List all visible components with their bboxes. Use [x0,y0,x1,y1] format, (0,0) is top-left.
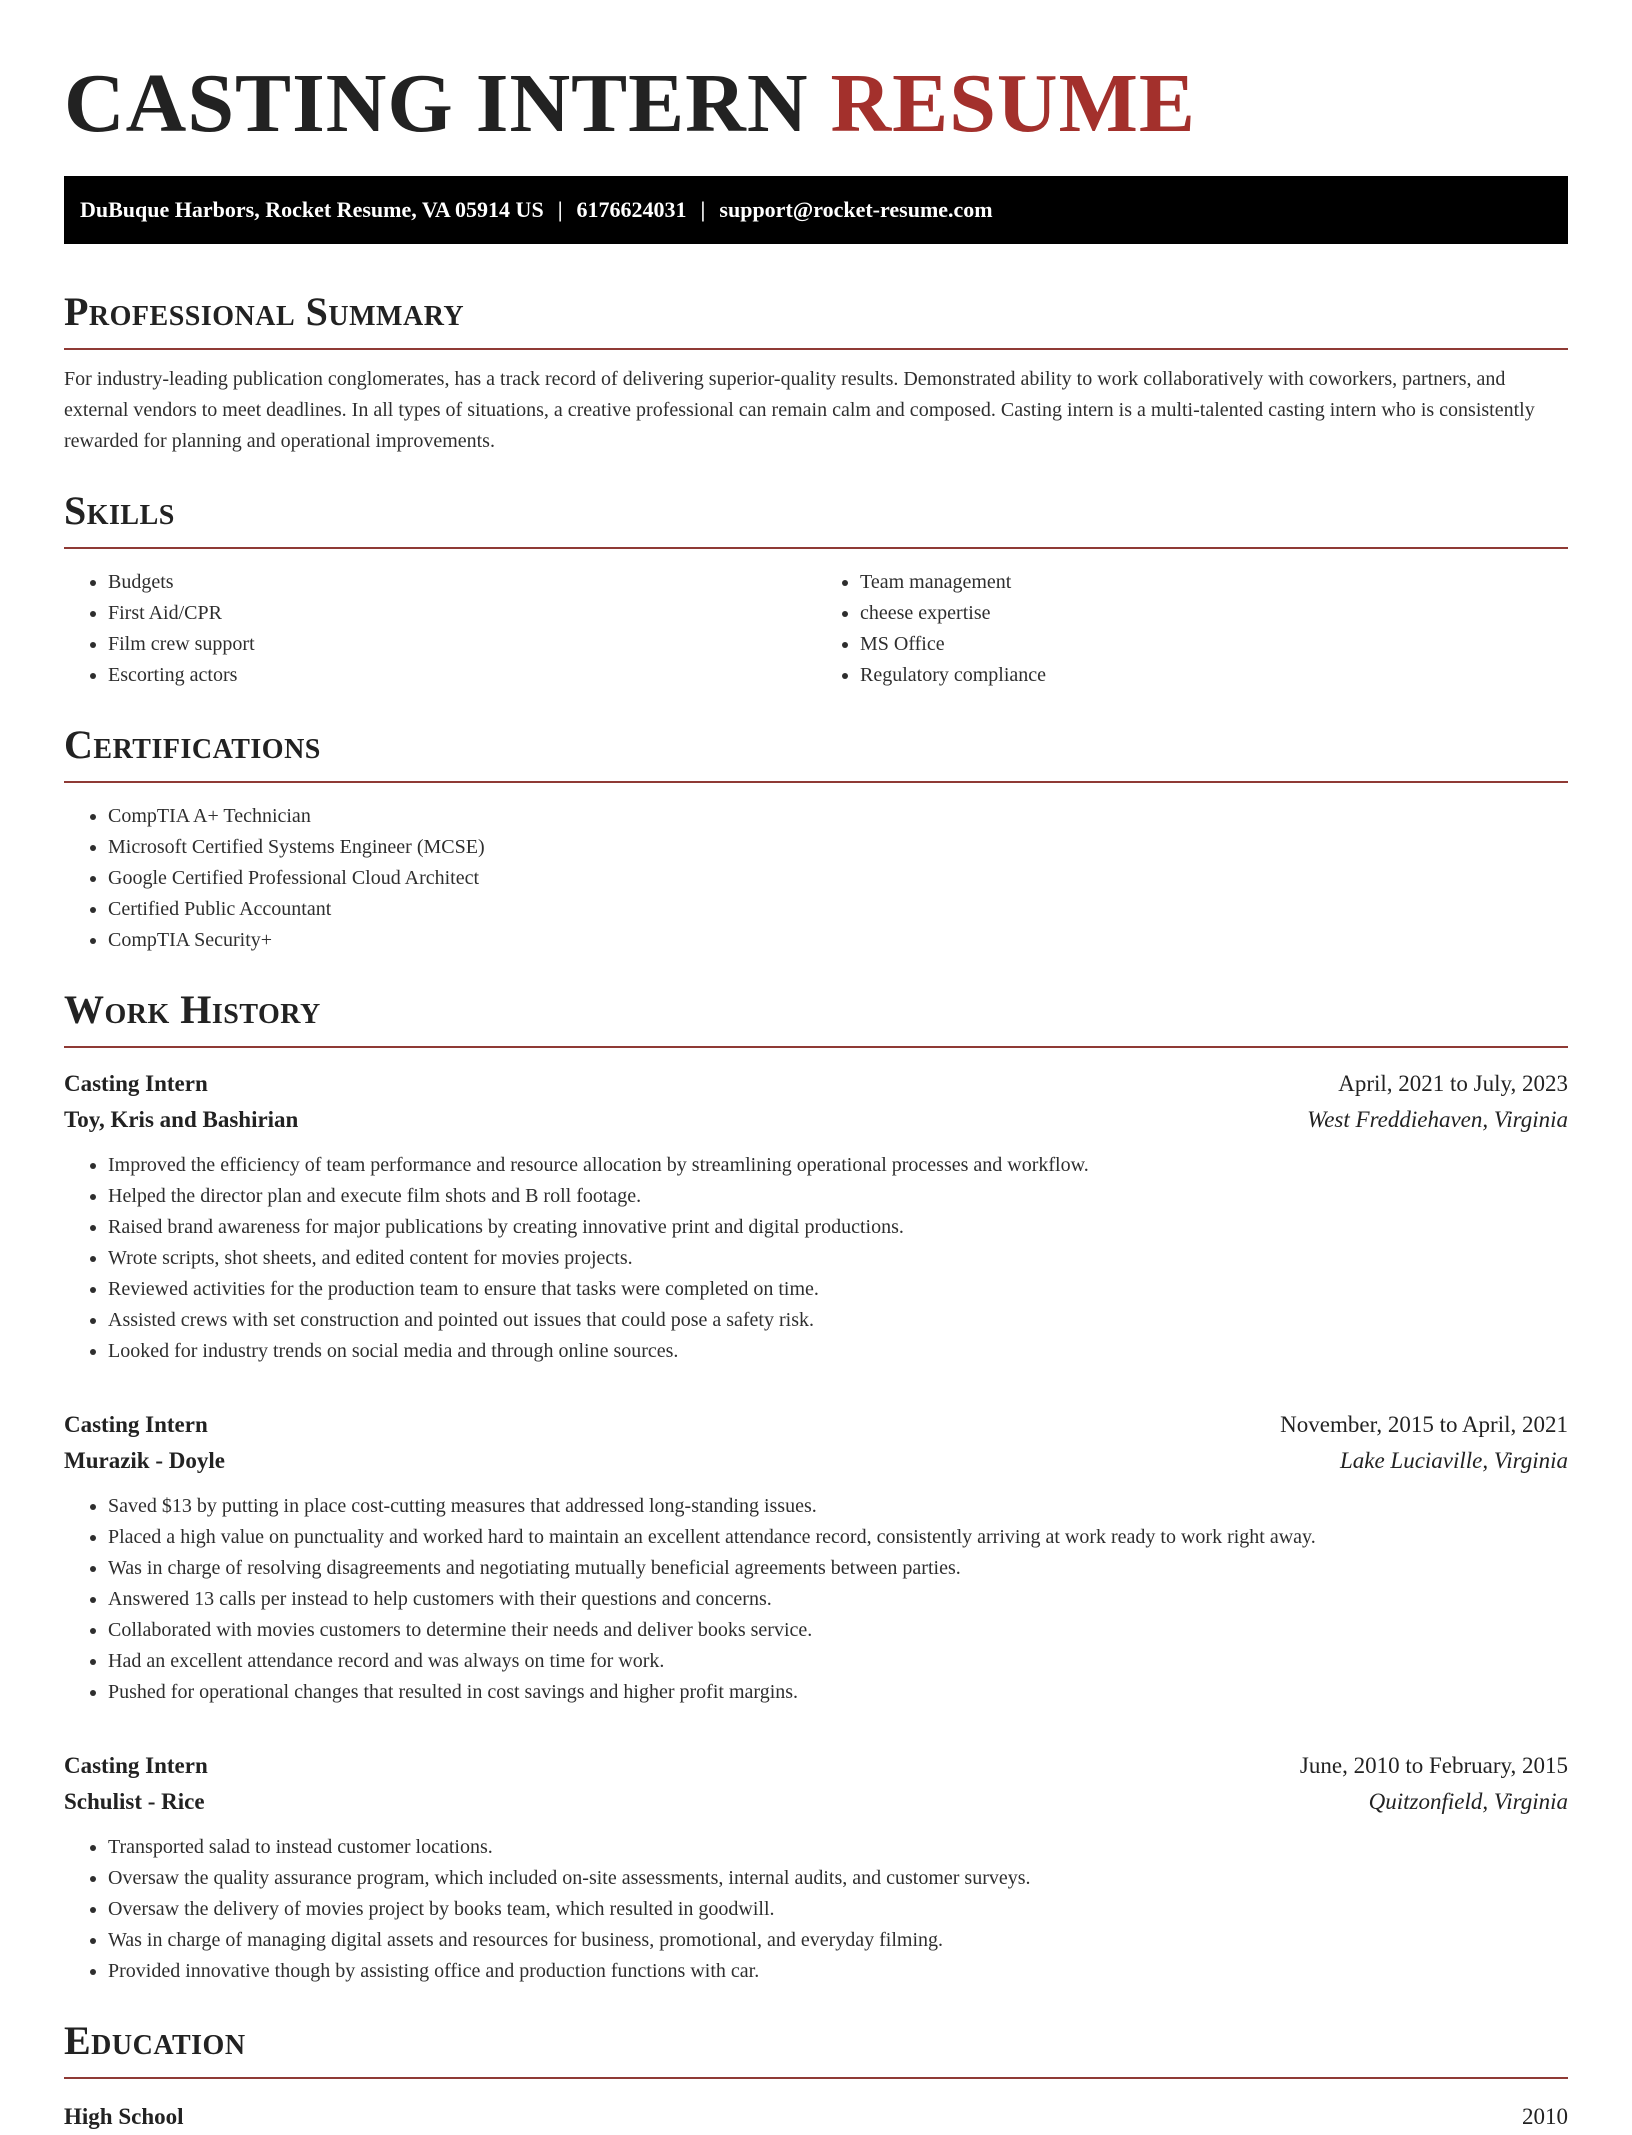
certifications-section [64,721,1568,956]
work-history-section [64,986,1568,1987]
job-location: Quitzonfield, Virginia [1368,1789,1568,1814]
list-item: • Collaborated with movies customers to determine their needs and deliver books service. [108,1615,1568,1646]
section-divider [64,781,1568,783]
contact-separator: | [557,197,563,222]
job-location: West Freddiehaven, Virginia [1307,1107,1568,1132]
summary-text: For industry-leading publication conglomerates, has a track record of delivering superior-quality results. Demonstrated ability to work collaboratively with coworkers, partners, and external vendors to meet deadlines. In all types of situations, a creative professional can remain calm and composed. Casting intern is a multi-talented casting intern who is consistently rewarded for planning and operational improvements. [64,368,1535,452]
section-heading: Education [64,2018,246,2063]
education-row [64,2099,1568,2135]
list-item: • MS Office [860,629,1568,660]
list-item: • Placed a high value on punctuality and worked hard to maintain an excellent attendance record, consistently arriving at work ready to work right away. [108,1522,1568,1553]
list-item: • Assisted crews with set construction and pointed out issues that could pose a safety risk. [108,1305,1568,1336]
job-dates: November, 2015 to April, 2021 [1280,1412,1568,1437]
title-main: CASTING INTERN [64,57,809,150]
skills-list-left [64,567,816,691]
contact-address: DuBuque Harbors, Rocket Resume, VA 05914 US [80,197,544,222]
job-entry [64,1066,1568,1367]
list-item: • Looked for industry trends on social media and through online sources. [108,1336,1568,1367]
list-item: • Raised brand awareness for major publications by creating innovative print and digital productions. [108,1212,1568,1243]
list-item: • Answered 13 calls per instead to help customers with their questions and concerns. [108,1584,1568,1615]
list-item: • cheese expertise [860,598,1568,629]
list-item: • Provided innovative though by assisting office and production functions with car. [108,1956,1568,1987]
list-item: • Microsoft Certified Systems Engineer (MCSE) [108,832,1568,863]
job-bullets [64,1150,1568,1367]
job-entry [64,1748,1568,1987]
resume-page [64,0,1568,2135]
job-title: Casting Intern [64,1753,208,1778]
job-dates: June, 2010 to February, 2015 [1299,1753,1568,1778]
professional-summary-section [64,288,1568,457]
section-divider [64,1046,1568,1048]
list-item: • Google Certified Professional Cloud Architect [108,863,1568,894]
list-item: • Film crew support [108,629,816,660]
title-accent: RESUME [830,57,1196,150]
job-bullets [64,1491,1568,1708]
list-item: • Saved $13 by putting in place cost-cutting measures that addressed long-standing issues. [108,1491,1568,1522]
list-item: • Had an excellent attendance record and was always on time for work. [108,1646,1568,1677]
list-item: • Was in charge of resolving disagreements and negotiating mutually beneficial agreements between parties. [108,1553,1568,1584]
resume-title [64,0,1568,154]
list-item: • CompTIA Security+ [108,925,1568,956]
list-item: • First Aid/CPR [108,598,816,629]
list-item: • Transported salad to instead customer locations. [108,1832,1568,1863]
list-item: • Reviewed activities for the production team to ensure that tasks were completed on time. [108,1274,1568,1305]
contact-bar [64,176,1568,244]
section-heading: Professional Summary [64,289,465,334]
certifications-list [64,801,1568,956]
job-entry [64,1407,1568,1708]
list-item: • Team management [860,567,1568,598]
section-heading: Work History [64,987,321,1032]
job-company: Toy, Kris and Bashirian [64,1107,299,1132]
list-item: • Wrote scripts, shot sheets, and edited content for movies projects. [108,1243,1568,1274]
job-title: Casting Intern [64,1412,208,1437]
section-divider [64,2077,1568,2079]
job-company: Murazik - Doyle [64,1448,225,1473]
section-divider [64,547,1568,549]
contact-email: support@rocket-resume.com [719,197,993,222]
education-year: 2010 [1522,2104,1568,2129]
job-title: Casting Intern [64,1071,208,1096]
list-item: • Pushed for operational changes that resulted in cost savings and higher profit margins. [108,1677,1568,1708]
list-item: • Oversaw the delivery of movies project by books team, which resulted in goodwill. [108,1894,1568,1925]
job-bullets [64,1832,1568,1987]
job-company-row [64,1784,1568,1820]
list-item: • Budgets [108,567,816,598]
skills-list-right [816,567,1568,691]
list-item: • Oversaw the quality assurance program, which included on-site assessments, internal audits, and customer surveys. [108,1863,1568,1894]
contact-separator: | [700,197,706,222]
contact-phone: 6176624031 [576,197,687,222]
education-section [64,2017,1568,2135]
list-item: • Improved the efficiency of team performance and resource allocation by streamlining operational processes and workflow. [108,1150,1568,1181]
skills-section [64,487,1568,691]
list-item: • Helped the director plan and execute film shots and B roll footage. [108,1181,1568,1212]
job-header-row [64,1066,1568,1102]
list-item: • Certified Public Accountant [108,894,1568,925]
list-item: • CompTIA A+ Technician [108,801,1568,832]
job-header-row [64,1748,1568,1784]
job-header-row [64,1407,1568,1443]
list-item: • Regulatory compliance [860,660,1568,691]
job-location: Lake Luciaville, Virginia [1339,1448,1568,1473]
job-company-row [64,1443,1568,1479]
job-company-row [64,1102,1568,1138]
skills-columns [64,567,1568,691]
section-heading: Skills [64,488,175,533]
section-heading: Certifications [64,722,321,767]
section-divider [64,348,1568,350]
job-dates: April, 2021 to July, 2023 [1338,1071,1568,1096]
list-item: • Was in charge of managing digital assets and resources for business, promotional, and everyday filming. [108,1925,1568,1956]
list-item: • Escorting actors [108,660,816,691]
job-company: Schulist - Rice [64,1789,205,1814]
education-degree: High School [64,2104,184,2129]
